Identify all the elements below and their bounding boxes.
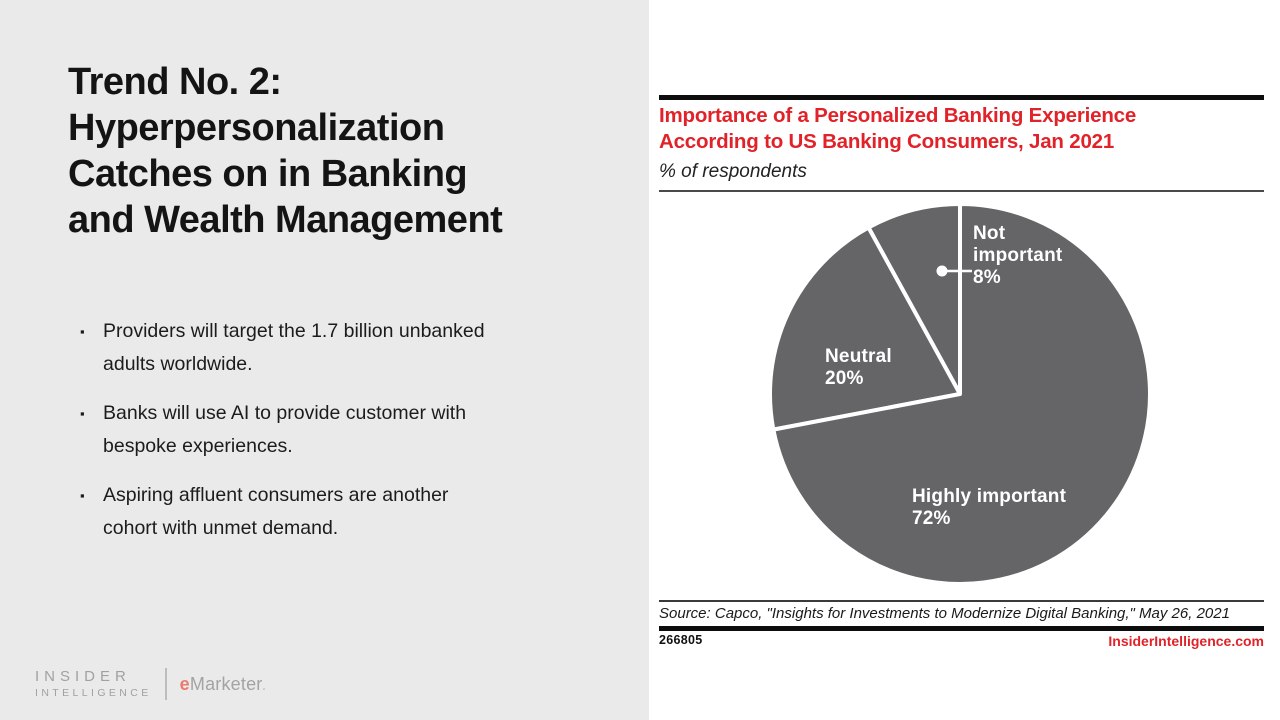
leader-dot	[937, 266, 948, 277]
chart-panel	[649, 0, 1280, 720]
pie-label-neutral	[825, 346, 892, 390]
pie-svg	[659, 192, 1264, 600]
intelligence-wordmark: INTELLIGENCE	[35, 687, 152, 699]
slide-title-line: Catches on in Banking	[68, 153, 468, 195]
bullet-item	[80, 479, 585, 545]
emarketer-trademark-dot: .	[261, 673, 267, 694]
slide-title-line: and Wealth Management	[68, 199, 503, 241]
top-rule	[659, 95, 1264, 100]
slide-title	[68, 59, 628, 243]
insider-wordmark: INSIDER	[35, 668, 131, 685]
pie-label-text: Highly important	[912, 486, 1067, 507]
bullet-marker: ▪	[80, 406, 85, 421]
pie-label-not-important	[973, 223, 1073, 289]
pie-label-text: Neutral	[825, 346, 892, 367]
bottom-rule	[659, 626, 1264, 631]
pie-label-value: 72%	[912, 508, 951, 529]
chart-footer	[659, 633, 1264, 649]
pie-label-text: Not important	[973, 223, 1063, 266]
emarketer-logo	[180, 674, 267, 695]
source-rule	[659, 600, 1264, 602]
pie-label-value: 8%	[973, 267, 1001, 288]
pie-chart	[659, 192, 1264, 600]
bullet-marker: ▪	[80, 324, 85, 339]
bullet-text-line: Banks will use AI to provide customer with	[103, 402, 467, 424]
pie-label-value: 20%	[825, 368, 864, 389]
emarketer-e: e	[179, 673, 190, 694]
bullet-item	[80, 397, 585, 463]
emarketer-rest: Marketer	[189, 673, 262, 694]
chart-title-line: According to US Banking Consumers, Jan 2021	[659, 130, 1115, 153]
bullet-text-line: cohort with unmet demand.	[103, 517, 339, 539]
slide-title-line: Trend No. 2:	[68, 61, 282, 103]
chart-title-line: Importance of a Personalized Banking Experience	[659, 104, 1137, 127]
bullet-text-line: adults worldwide.	[103, 353, 253, 375]
source-line: Source: Capco, "Insights for Investments to Modernize Digital Banking," May 26, 2021	[659, 605, 1230, 622]
bullet-text-line: Providers will target the 1.7 billion unbanked	[103, 320, 485, 342]
chart-subtitle: % of respondents	[659, 161, 807, 182]
site-link[interactable]: InsiderIntelligence.com	[1108, 633, 1264, 649]
bullet-list	[80, 315, 585, 561]
logo-divider	[165, 668, 167, 700]
insider-intelligence-logo	[35, 668, 152, 700]
chart-id: 266805	[659, 633, 703, 647]
brand-logo	[35, 668, 267, 700]
bullet-text-line: bespoke experiences.	[103, 435, 293, 457]
slide-title-line: Hyperpersonalization	[68, 107, 445, 149]
pie-label-highly-important	[912, 486, 1066, 530]
bullet-item	[80, 315, 585, 381]
bullet-marker: ▪	[80, 488, 85, 503]
bullet-text-line: Aspiring affluent consumers are another	[103, 484, 449, 506]
chart-title	[659, 103, 1264, 155]
